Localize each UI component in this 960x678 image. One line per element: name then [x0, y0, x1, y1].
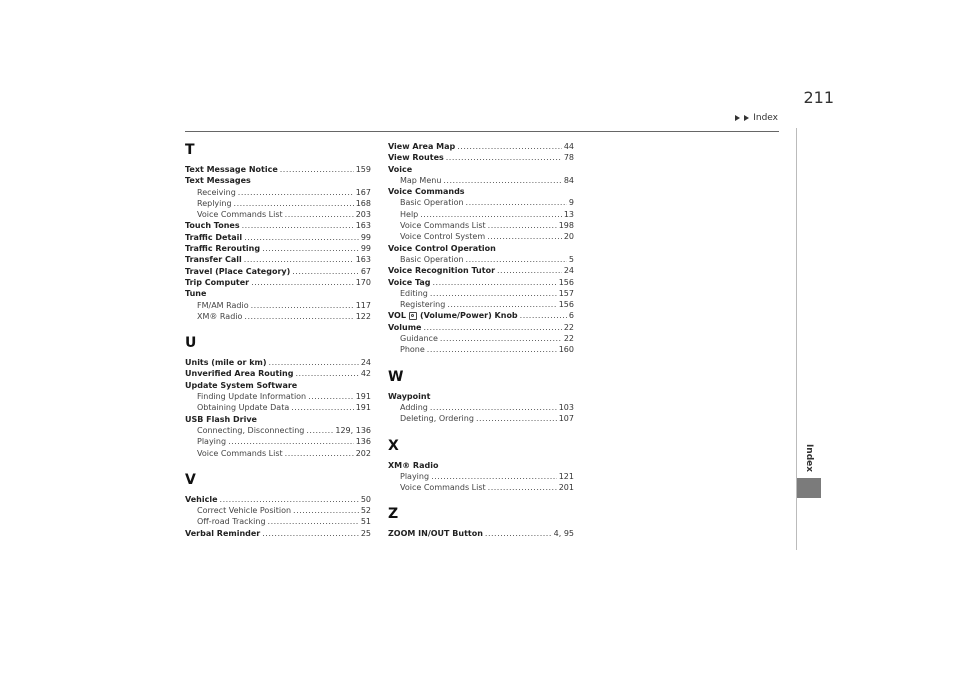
entry-label: Playing	[400, 471, 430, 481]
index-entry[interactable]	[388, 277, 574, 288]
page-reference[interactable]: 24	[360, 358, 371, 368]
entry-label: Waypoint	[388, 391, 431, 401]
page-reference[interactable]: 4, 95	[553, 529, 574, 539]
page-reference[interactable]: 157	[558, 288, 574, 298]
page-reference[interactable]: 167	[355, 187, 371, 197]
index-entry[interactable]	[185, 414, 371, 425]
page-reference[interactable]: 9	[568, 198, 574, 208]
leader-dots	[262, 243, 359, 254]
page-reference[interactable]: 160	[558, 345, 574, 355]
entry-label: Units (mile or km)	[185, 358, 267, 368]
entry-label: Connecting, Disconnecting	[197, 425, 305, 435]
index-entry[interactable]	[185, 243, 371, 254]
leader-dots	[285, 209, 354, 220]
entry-label: Tune	[185, 289, 207, 299]
entry-label: Verbal Reminder	[185, 528, 261, 538]
page-reference[interactable]: 20	[563, 232, 574, 242]
index-entry[interactable]	[185, 232, 371, 243]
entry-label: Phone	[400, 345, 425, 355]
leader-dots	[488, 482, 557, 493]
page-reference[interactable]: 121	[558, 471, 574, 481]
entry-label: Voice Control Operation	[388, 243, 496, 253]
leader-dots	[420, 209, 562, 220]
page-reference[interactable]: 67	[360, 266, 371, 276]
sidebar-index-label[interactable]: Index	[804, 443, 815, 473]
entry-label: Basic Operation	[400, 198, 464, 208]
section-letter: W	[388, 368, 404, 385]
page-reference[interactable]: 163	[355, 255, 371, 265]
index-entry[interactable]	[185, 220, 371, 231]
entry-label: Voice Control System	[400, 232, 486, 242]
index-entry[interactable]	[185, 198, 371, 209]
entry-label: Traffic Detail	[185, 232, 243, 242]
sidebar-index-tab[interactable]	[797, 478, 821, 498]
entry-label: Map Menu	[400, 175, 442, 185]
page-reference[interactable]: 44	[563, 142, 574, 151]
index-entry[interactable]	[388, 310, 574, 321]
entry-label: Trip Computer	[185, 277, 250, 287]
index-entry[interactable]	[388, 344, 574, 355]
page-reference[interactable]: 22	[563, 322, 574, 332]
index-entry[interactable]	[388, 197, 574, 208]
leader-dots	[427, 344, 557, 355]
index-entry[interactable]	[388, 402, 574, 413]
leader-dots	[269, 357, 359, 368]
leader-dots	[440, 333, 562, 344]
index-entry[interactable]	[185, 448, 371, 459]
entry-label: Obtaining Update Data	[197, 403, 290, 413]
entry-label: Voice Commands List	[197, 448, 283, 458]
leader-dots	[430, 402, 557, 413]
section-letter: X	[388, 437, 399, 454]
leader-dots	[466, 254, 567, 265]
entry-label: View Area Map	[388, 142, 456, 151]
index-entry[interactable]	[388, 175, 574, 186]
entry-label-text: (Volume/Power) Knob	[419, 311, 518, 321]
page-reference[interactable]: 136	[355, 437, 371, 447]
entry-label: Travel (Place Category)	[185, 266, 291, 276]
leader-dots	[520, 310, 567, 321]
entry-label: Voice Commands List	[197, 210, 283, 220]
page-reference[interactable]: 202	[355, 448, 371, 458]
entry-label: Traffic Rerouting	[185, 244, 261, 254]
index-entry[interactable]	[185, 391, 371, 402]
page-reference[interactable]: 198	[558, 221, 574, 231]
leader-dots	[244, 311, 353, 322]
entry-label: Adding	[400, 402, 428, 412]
page-reference[interactable]: 191	[355, 403, 371, 413]
entry-label: Playing	[197, 437, 227, 447]
entry-label: Voice Recognition Tutor	[388, 266, 496, 276]
entry-label: Voice Commands List	[400, 483, 486, 493]
index-entry[interactable]	[185, 164, 371, 175]
leader-dots	[497, 265, 562, 276]
leader-dots	[295, 368, 358, 379]
page-reference[interactable]: 50	[360, 494, 371, 504]
breadcrumb[interactable]	[735, 113, 778, 123]
leader-dots	[251, 300, 354, 311]
entry-label: Update System Software	[185, 380, 298, 390]
entry-label: Replying	[197, 198, 232, 208]
leader-dots	[443, 175, 561, 186]
index-entry[interactable]	[388, 471, 574, 482]
page-reference[interactable]: 107	[558, 414, 574, 424]
knob-icon	[409, 312, 417, 320]
leader-dots	[228, 436, 354, 447]
index-column-right	[388, 141, 574, 540]
page-reference[interactable]: 52	[360, 506, 371, 516]
index-entry[interactable]	[185, 425, 371, 436]
entry-label: ZOOM IN/OUT Button	[388, 529, 483, 539]
leader-dots	[285, 448, 354, 459]
leader-dots	[251, 277, 354, 288]
leader-dots	[268, 516, 359, 527]
index-entry[interactable]	[388, 209, 574, 220]
index-entry[interactable]	[388, 288, 574, 299]
leader-dots	[446, 152, 562, 163]
entry-label: Text Messages	[185, 176, 251, 186]
section-letter: U	[185, 335, 197, 352]
page-reference[interactable]: 203	[355, 210, 371, 220]
leader-dots	[292, 266, 359, 277]
entry-label: Basic Operation	[400, 254, 464, 264]
page-reference[interactable]: 84	[563, 175, 574, 185]
entry-label: Unverified Area Routing	[185, 369, 294, 379]
page-reference[interactable]: 191	[355, 392, 371, 402]
entry-label: View Routes	[388, 153, 444, 163]
page-reference[interactable]: 201	[558, 483, 574, 493]
page-number: 211	[803, 88, 834, 107]
page-reference[interactable]: 25	[360, 528, 371, 538]
page-reference[interactable]: 156	[558, 300, 574, 310]
entry-label: Voice	[388, 164, 413, 174]
index-entry[interactable]	[388, 322, 574, 333]
page-reference[interactable]: 42	[360, 369, 371, 379]
section-letter: T	[185, 142, 195, 158]
leader-dots	[244, 232, 359, 243]
leader-dots	[423, 322, 561, 333]
page-reference[interactable]: 122	[355, 311, 371, 321]
entry-label: Vehicle	[185, 494, 218, 504]
page-reference[interactable]: 117	[355, 300, 371, 310]
page-reference[interactable]: 103	[558, 402, 574, 412]
leader-dots	[431, 471, 557, 482]
page-reference[interactable]: 163	[355, 221, 371, 231]
index-entry[interactable]	[185, 494, 371, 505]
page-reference[interactable]: 13	[563, 209, 574, 219]
entry-label: USB Flash Drive	[185, 414, 257, 424]
entry-label: XM® Radio	[388, 460, 439, 470]
entry-label: Touch Tones	[185, 221, 240, 231]
entry-label: Volume	[388, 322, 422, 332]
index-entry[interactable]	[185, 368, 371, 379]
entry-label: Voice Commands List	[400, 221, 486, 231]
index-entry[interactable]	[388, 152, 574, 163]
leader-dots	[244, 254, 354, 265]
leader-dots	[488, 220, 557, 231]
page-reference[interactable]: 99	[360, 244, 371, 254]
leader-dots	[238, 187, 354, 198]
index-entry[interactable]	[185, 357, 371, 368]
index-entry[interactable]	[185, 311, 371, 322]
leader-dots	[466, 197, 567, 208]
page-reference[interactable]: 159	[355, 165, 371, 174]
leader-dots	[430, 288, 557, 299]
page-reference[interactable]: 6	[568, 311, 574, 321]
page-reference[interactable]: 99	[360, 232, 371, 242]
index-entry[interactable]	[388, 164, 574, 175]
index-entry[interactable]	[185, 266, 371, 277]
page-reference[interactable]: 24	[563, 266, 574, 276]
entry-label: Text Message Notice	[185, 165, 278, 174]
entry-label: Help	[400, 209, 419, 219]
page-reference[interactable]: 168	[355, 198, 371, 208]
index-entry[interactable]	[185, 254, 371, 265]
leader-dots	[262, 528, 359, 539]
index-entry[interactable]	[185, 175, 371, 186]
triangle-arrow-icon	[735, 115, 740, 121]
leader-dots	[291, 402, 353, 413]
index-column-left	[185, 141, 371, 539]
entry-label: Off-road Tracking	[197, 517, 266, 527]
index-entry[interactable]	[388, 460, 574, 471]
page-reference[interactable]: 78	[563, 153, 574, 163]
triangle-arrow-icon	[744, 115, 749, 121]
index-entry[interactable]	[388, 254, 574, 265]
page-reference[interactable]: 129, 136	[335, 425, 371, 435]
entry-label: Registering	[400, 300, 446, 310]
entry-label: Correct Vehicle Position	[197, 506, 292, 516]
index-entry[interactable]	[185, 209, 371, 220]
leader-dots	[220, 494, 359, 505]
index-entry[interactable]	[185, 528, 371, 539]
leader-dots	[280, 164, 354, 175]
entry-label: FM/AM Radio	[197, 300, 249, 310]
leader-dots	[433, 277, 557, 288]
entry-label-text: VOL	[388, 311, 406, 321]
page-reference[interactable]: 156	[558, 277, 574, 287]
page-reference[interactable]: 5	[568, 254, 574, 264]
index-entry[interactable]	[185, 288, 371, 299]
index-entry[interactable]	[388, 528, 574, 539]
entry-label: Finding Update Information	[197, 392, 307, 402]
entry-label: Voice Commands	[388, 187, 465, 197]
index-entry[interactable]	[388, 391, 574, 402]
index-entry[interactable]	[388, 231, 574, 242]
leader-dots	[242, 220, 354, 231]
index-entry[interactable]	[388, 413, 574, 424]
leader-dots	[487, 231, 562, 242]
index-entry[interactable]	[185, 380, 371, 391]
index-entry[interactable]	[388, 141, 574, 152]
index-entry[interactable]	[185, 402, 371, 413]
index-entry[interactable]	[185, 187, 371, 198]
page-reference[interactable]: 51	[360, 517, 371, 527]
leader-dots	[306, 425, 333, 436]
entry-label: XM® Radio	[197, 311, 243, 321]
entry-label: Transfer Call	[185, 255, 242, 265]
index-entry[interactable]	[185, 436, 371, 447]
entry-label	[388, 310, 518, 321]
breadcrumb-label: Index	[753, 113, 778, 123]
index-entry[interactable]	[388, 333, 574, 344]
index-entry[interactable]	[388, 482, 574, 493]
leader-dots	[485, 528, 552, 539]
entry-label: Deleting, Ordering	[400, 414, 474, 424]
index-entry[interactable]	[185, 300, 371, 311]
leader-dots	[447, 299, 556, 310]
page-reference[interactable]: 22	[563, 334, 574, 344]
page-reference[interactable]: 170	[355, 277, 371, 287]
leader-dots	[234, 198, 354, 209]
leader-dots	[476, 413, 557, 424]
index-entry[interactable]	[388, 186, 574, 197]
section-letter: V	[185, 471, 196, 488]
leader-dots	[308, 391, 354, 402]
index-entry[interactable]	[185, 277, 371, 288]
index-entry[interactable]	[388, 243, 574, 254]
leader-dots	[293, 505, 359, 516]
section-letter: Z	[388, 506, 399, 523]
header-rule	[185, 131, 779, 132]
index-entry[interactable]	[388, 299, 574, 310]
entry-label: Editing	[400, 288, 428, 298]
index-entry[interactable]	[388, 265, 574, 276]
index-entry[interactable]	[185, 516, 371, 527]
entry-label: Receiving	[197, 187, 236, 197]
entry-label: Guidance	[400, 334, 438, 344]
leader-dots	[457, 141, 562, 152]
index-entry[interactable]	[185, 505, 371, 516]
index-entry[interactable]	[388, 220, 574, 231]
entry-label: Voice Tag	[388, 277, 431, 287]
